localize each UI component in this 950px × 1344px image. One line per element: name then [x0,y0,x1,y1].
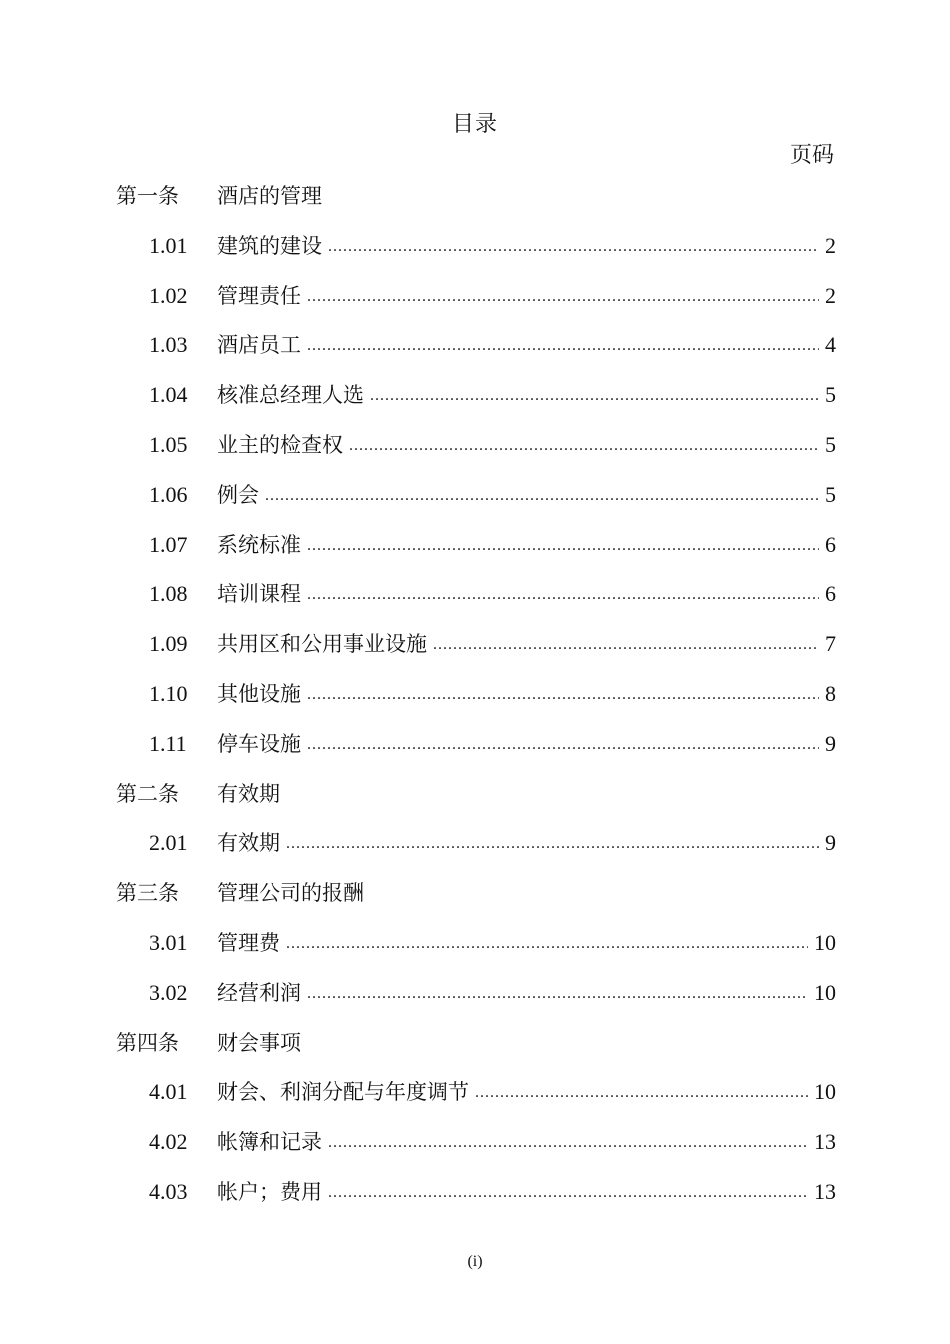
dot-leader [307,580,819,610]
entry-page-number: 4 [819,330,836,360]
entry-number: 4.02 [149,1129,188,1155]
section-number: 第三条 [116,881,179,906]
entry-page-number: 7 [819,629,836,659]
toc-entry-row[interactable] [116,231,836,281]
entry-page-number: 5 [819,480,836,510]
toc-entry-row[interactable] [116,480,836,530]
section-number: 第一条 [116,184,179,208]
entry-title: 有效期 [217,828,286,858]
entry-leader-line [217,1077,836,1110]
dot-leader [307,730,819,760]
toc-entry-row[interactable] [116,1127,836,1177]
entry-page-number: 5 [819,430,836,460]
dot-leader [265,481,819,511]
dot-leader [307,282,819,312]
dot-leader [286,929,808,959]
entry-number: 1.06 [149,481,188,507]
entry-page-number: 5 [819,380,836,410]
dot-leader [370,381,819,411]
dot-leader [307,680,819,710]
section-title: 财会事项 [217,1030,301,1055]
toc-entry-row[interactable] [116,679,836,729]
entry-page-number: 10 [808,1077,836,1107]
toc-entry-row[interactable] [116,1077,836,1127]
entry-number: 1.03 [149,332,188,358]
entry-leader-line [217,828,836,861]
entry-title: 停车设施 [217,729,307,759]
page-number-column-header: 页码 [789,143,834,168]
entry-title: 核准总经理人选 [217,380,370,410]
entry-page-number: 9 [819,828,836,858]
toc-section-row [116,181,836,231]
entry-title: 管理责任 [217,281,307,311]
toc-entry-row[interactable] [116,828,836,878]
entry-title: 酒店员工 [217,330,307,360]
entry-page-number: 10 [808,928,836,958]
entry-leader-line [217,530,836,563]
entry-leader-line [217,281,836,314]
entry-title: 帐簿和记录 [217,1127,328,1157]
section-number: 第四条 [116,1030,179,1055]
entry-number: 1.09 [149,631,188,657]
entry-leader-line [217,579,836,612]
entry-number: 1.08 [149,581,188,607]
entry-number: 1.02 [149,282,188,308]
entry-number: 1.01 [149,232,188,258]
toc-entry-row[interactable] [116,281,836,331]
toc-entry-row[interactable] [116,1177,836,1227]
entry-leader-line [217,480,836,513]
entry-number: 1.04 [149,382,188,408]
entry-title: 业主的检查权 [217,430,349,460]
entry-leader-line [217,679,836,712]
dot-leader [328,1128,808,1158]
entry-leader-line [217,729,836,762]
toc-entry-row[interactable] [116,729,836,779]
entry-title: 管理费 [217,928,286,958]
entry-page-number: 6 [819,530,836,560]
toc-entry-row[interactable] [116,629,836,679]
entry-leader-line [217,629,836,662]
toc-entry-row[interactable] [116,330,836,380]
entry-number: 1.07 [149,531,188,557]
dot-leader [307,331,819,361]
entry-page-number: 8 [819,679,836,709]
entry-number: 4.03 [149,1178,188,1204]
entry-page-number: 2 [819,281,836,311]
entry-page-number: 9 [819,729,836,759]
entry-page-number: 10 [808,978,836,1008]
section-title: 酒店的管理 [217,184,322,208]
section-title: 有效期 [217,781,280,806]
entry-page-number: 13 [808,1127,836,1157]
entry-number: 3.02 [149,979,188,1005]
toc-entry-row[interactable] [116,928,836,978]
section-number: 第二条 [116,781,179,806]
dot-leader [286,829,819,859]
entry-number: 1.05 [149,431,188,457]
toc-section-row [116,1028,836,1078]
dot-leader [328,232,819,262]
footer-page-number: (i) [467,1253,483,1270]
entry-number: 1.11 [149,730,187,756]
entry-title: 共用区和公用事业设施 [217,629,433,659]
table-of-contents [116,181,836,1227]
dot-leader [328,1178,808,1208]
toc-entry-row[interactable] [116,380,836,430]
entry-number: 1.10 [149,680,188,706]
toc-entry-row[interactable] [116,430,836,480]
entry-title: 经营利润 [217,978,307,1008]
dot-leader [307,979,808,1009]
toc-section-row [116,878,836,928]
entry-title: 系统标准 [217,530,307,560]
toc-entry-row[interactable] [116,579,836,629]
toc-title: 目录 [451,112,498,137]
entry-leader-line [217,231,836,264]
entry-leader-line [217,1127,836,1160]
dot-leader [349,431,819,461]
entry-number: 4.01 [149,1079,188,1105]
toc-entry-row[interactable] [116,978,836,1028]
entry-title: 培训课程 [217,579,307,609]
entry-page-number: 2 [819,231,836,261]
dot-leader [307,531,819,561]
entry-number: 2.01 [149,830,188,856]
entry-title: 例会 [217,480,265,510]
entry-leader-line [217,330,836,363]
dot-leader [433,630,819,660]
entry-title: 财会、利润分配与年度调节 [217,1077,475,1107]
entry-title: 其他设施 [217,679,307,709]
entry-title: 建筑的建设 [217,231,328,261]
entry-page-number: 6 [819,579,836,609]
entry-leader-line [217,430,836,463]
entry-leader-line [217,978,836,1011]
entry-leader-line [217,380,836,413]
toc-section-row [116,779,836,829]
toc-entry-row[interactable] [116,530,836,580]
entry-leader-line [217,928,836,961]
entry-number: 3.01 [149,929,188,955]
entry-page-number: 13 [808,1177,836,1207]
entry-title: 帐户；费用 [217,1177,328,1207]
entry-leader-line [217,1177,836,1210]
section-title: 管理公司的报酬 [217,881,364,906]
dot-leader [475,1078,808,1108]
